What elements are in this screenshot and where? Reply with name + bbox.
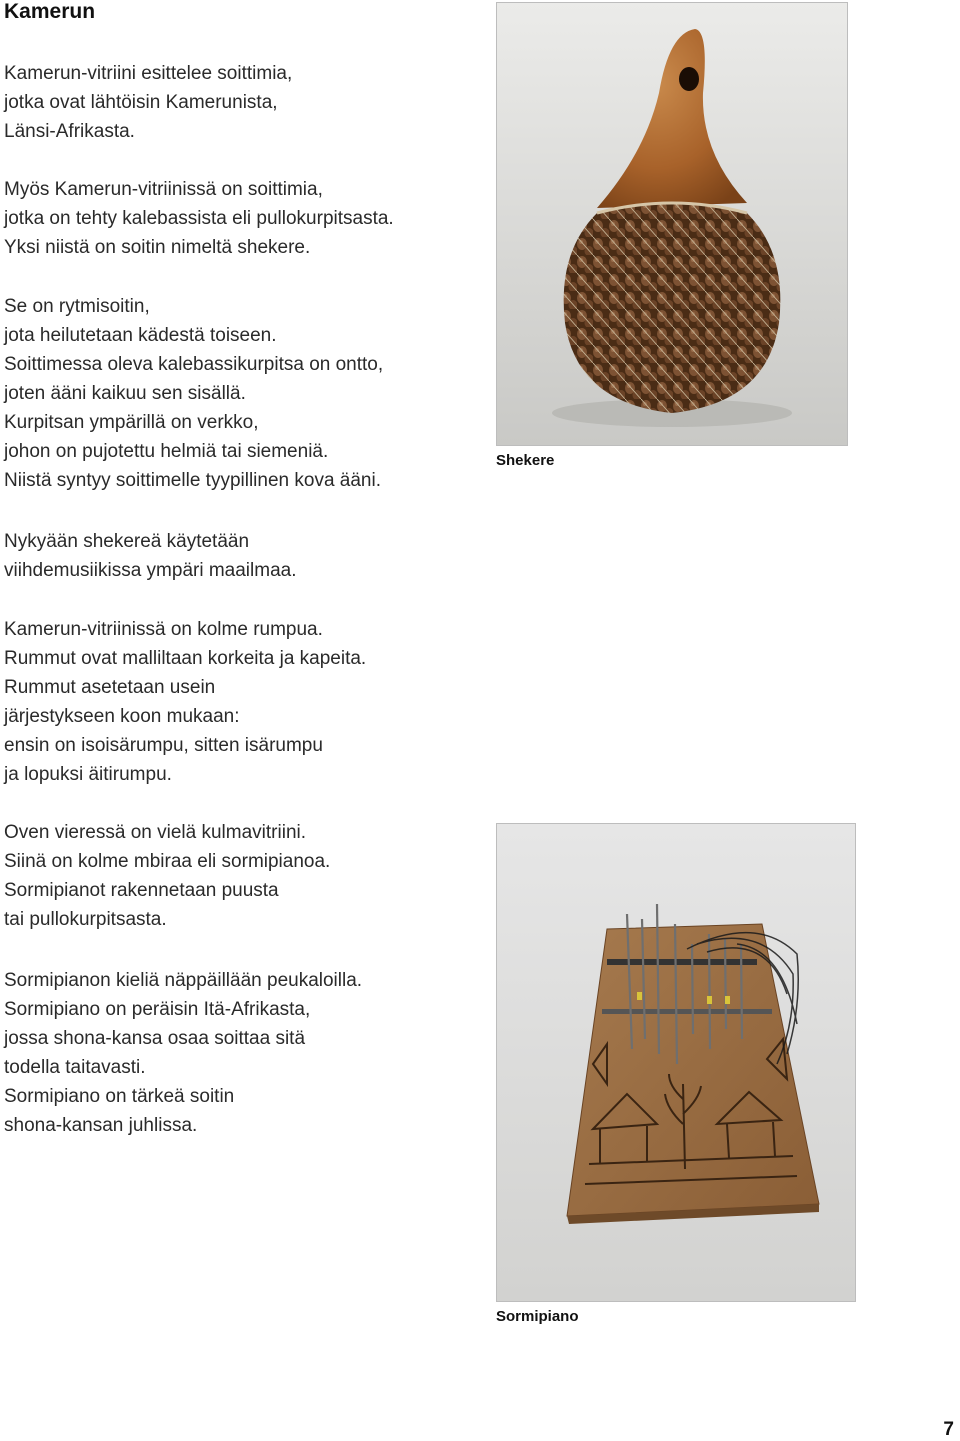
text-line: joten ääni kaikuu sen sisällä.: [4, 383, 246, 404]
text-line: Länsi-Afrikasta.: [4, 121, 135, 142]
text-line: Rummut asetetaan usein: [4, 677, 216, 698]
text-line: jota heilutetaan kädestä toiseen.: [4, 325, 277, 346]
paragraph-rummut: [4, 615, 366, 789]
paragraph-viihdemusiikki: [4, 527, 296, 585]
text-line: viihdemusiikissa ympäri maailmaa.: [4, 560, 297, 581]
text-line: tai pullokurpitsasta.: [4, 909, 167, 930]
text-line: Sormipiano on peräisin Itä-Afrikasta,: [4, 999, 311, 1020]
text-line: Siinä on kolme mbiraa eli sormipianoa.: [4, 851, 331, 872]
text-line: Yksi niistä on soitin nimeltä shekere.: [4, 237, 311, 258]
text-line: Niistä syntyy soittimelle tyypillinen kova ääni.: [4, 470, 381, 491]
text-line: johon on pujotettu helmiä tai siemeniä.: [4, 441, 329, 462]
text-line: Rummut ovat malliltaan korkeita ja kapeita.: [4, 648, 367, 669]
paragraph-rytmisoitin: [4, 292, 383, 495]
text-line: Nykyään shekereä käytetään: [4, 531, 250, 552]
shekere-photo: [496, 2, 848, 446]
text-line: jotka ovat lähtöisin Kamerunista,: [4, 92, 278, 113]
text-line: shona-kansan juhlissa.: [4, 1115, 198, 1136]
text-line: ja lopuksi äitirumpu.: [4, 764, 172, 785]
text-line: Se on rytmisoitin,: [4, 296, 150, 317]
text-line: järjestykseen koon mukaan:: [4, 706, 240, 727]
text-line: Kurpitsan ympärillä on verkko,: [4, 412, 259, 433]
text-line: todella taitavasti.: [4, 1057, 146, 1078]
text-line: Kamerun-vitriinissä on kolme rumpua.: [4, 619, 323, 640]
text-line: Sormipianot rakennetaan puusta: [4, 880, 279, 901]
paragraph-sormipiano: [4, 966, 362, 1140]
text-line: Myös Kamerun-vitriinissä on soittimia,: [4, 179, 323, 200]
paragraph-intro: [4, 59, 292, 146]
sormipiano-illustration: [497, 824, 855, 1301]
sormipiano-caption: Sormipiano: [496, 1308, 579, 1325]
page-title: Kamerun: [4, 0, 96, 23]
shekere-illustration: [497, 3, 847, 445]
text-line: Sormipianon kieliä näppäillään peukaloilla.: [4, 970, 363, 991]
paragraph-kulmavitriini: [4, 818, 330, 934]
text-line: ensin on isoisärumpu, sitten isärumpu: [4, 735, 323, 756]
shekere-caption: Shekere: [496, 452, 555, 469]
page-number: 7: [943, 1419, 954, 1440]
text-line: Sormipiano on tärkeä soitin: [4, 1086, 235, 1107]
paragraph-kalebassi: [4, 175, 394, 262]
text-line: Oven vieressä on vielä kulmavitriini.: [4, 822, 307, 843]
sormipiano-photo: [496, 823, 856, 1302]
text-line: jotka on tehty kalebassista eli pullokurpitsasta.: [4, 208, 394, 229]
text-line: jossa shona-kansa osaa soittaa sitä: [4, 1028, 306, 1049]
text-line: Kamerun-vitriini esittelee soittimia,: [4, 63, 293, 84]
text-line: Soittimessa oleva kalebassikurpitsa on ontto,: [4, 354, 384, 375]
